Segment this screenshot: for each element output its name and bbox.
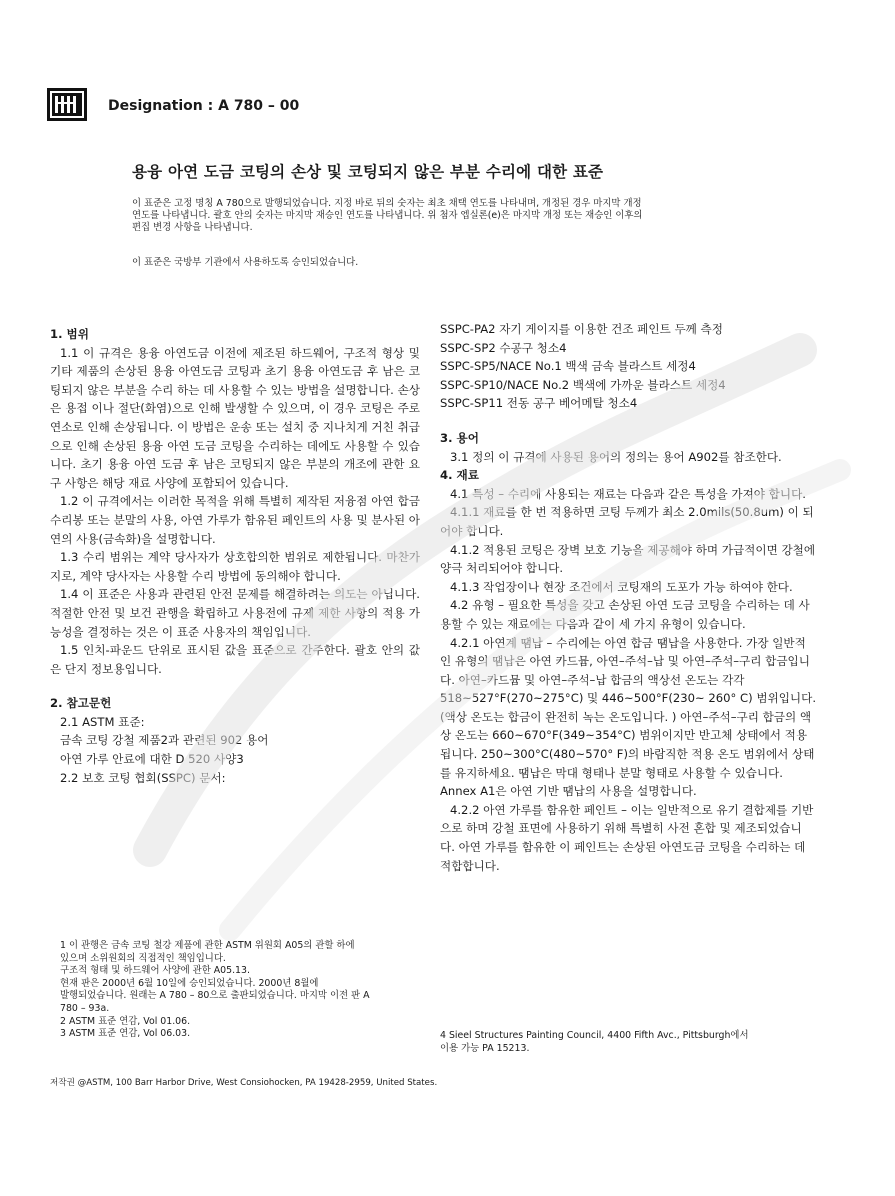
section-heading-scope: 1. 범위: [50, 327, 89, 341]
section-heading-materials: 4. 재료: [440, 468, 479, 483]
footnote-line: 2 ASTM 표준 연감, Vol 01.06.: [60, 1015, 191, 1027]
paragraph-3-1: 3.1 정의 이 규격에 사용된 용어의 정의는 용어 A902를 참조한다.: [450, 449, 782, 464]
footnotes-left: [60, 940, 420, 1041]
intro-line: 연도를 나타냅니다. 괄호 안의 숫자는 마지막 재승인 연도를 나타냅니다. 위 첨자 엡실론(e)은 마지막 개정 또는 재승인 이후의: [132, 210, 643, 222]
paragraph-4-2-1: 4.2.1 아연계 땜납 – 수리에는 아연 합금 땜납을 사용한다. 가장 일반적인 유형의 땜납은 아연 카드뮴, 아연–주석–납 및 아연–주석–구리 합금입니다. 아연–카드뮴 및 아연–주석–납 합금의 액상선 온도는 각각 518~527°F(270~275°C) 및 446~500°F(230~ 260° C) 범위입니다. (액상 온도는 합금이 완전히 녹는 온도입니다. ) 아연–주석–구리 합금의 액상 온도는 660~670°F(349~354°C) 범위이지만 반고체 상태에서 적용됩니다. 250~300°C(480~570° F)의 바람직한 적용 온도 범위에서 상태를 유지하세요. 땜납은 막대 형태나 분말 형태로 사용할 수 있습니다. Annex A1은 아연 기반 땜납의 사용을 설명합니다.: [440, 635, 817, 799]
footnotes-right: [440, 1030, 830, 1055]
paragraph-1-2: 1.2 이 규격에서는 이러한 목적을 위해 특별히 제작된 저융점 아연 합금 수리봉 또는 분말의 사용, 아연 가루가 함유된 페인트의 사용 및 분사된 아연의 사용(금속화)을 설명합니다.: [50, 494, 420, 546]
right-column: [440, 320, 816, 875]
paragraph-1-5: 1.5 인치-파운드 단위로 표시된 값을 표준으로 간주한다. 괄호 안의 값은 단지 정보용입니다.: [50, 643, 420, 676]
footnote-line: 발행되었습니다. 원래는 A 780 – 80으로 출판되었습니다. 마지막 이전 판 A: [60, 990, 370, 1002]
paragraph-4-2-2: 4.2.2 아연 가루를 함유한 페인트 – 이는 일반적으로 유기 결합제를 기반으로 하며 강철 표면에 사용하기 위해 특별히 사전 혼합 및 제조되었습니다. 아연 가루를 함유한 이 페인트는 손상된 아연도금 코팅을 수리하는 데 적합합니다.: [440, 802, 814, 873]
sspc-item: SSPC-SP11 전동 공구 베어메탈 청소4: [440, 396, 638, 411]
sspc-item: SSPC-SP5/NACE No.1 백색 금속 블라스트 세정4: [440, 359, 696, 374]
paragraph-2-2: 2.2 보호 코팅 협회(SSPC) 문서:: [60, 770, 226, 785]
paragraph-4-2: 4.2 유형 – 필요한 특성을 갖고 손상된 아연 도금 코팅을 수리하는 데 사용할 수 있는 재료에는 다음과 같이 세 가지 유형이 있습니다.: [440, 598, 810, 631]
footnote-line: 3 ASTM 표준 연감, Vol 06.03.: [60, 1028, 191, 1040]
section-heading-references: 2. 참고문헌: [50, 696, 112, 711]
footnote-line: 이용 가능 PA 15213.: [440, 1042, 530, 1054]
paragraph-1-1: 1.1 이 규격은 용융 아연도금 이전에 제조된 하드웨어, 구조적 형상 및 기타 제품의 손상된 용융 아연도금 코팅과 초기 용융 아연도금 후 남은 코팅되지 않은 부분을 수리 하는 데 사용할 수 있는 방법을 설명합니다. 손상은 용접 이나 절단(화염)으로 인해 발생할 수 있으며, 이 경우 코팅은 주로 연소로 인해 손상됩니다. 이 방법은 운송 또는 설치 중 지나치게 거친 취급으로 인해 손상된 용융 아연 도금 코팅을 수리하는 데에도 사용할 수 있습니다. 초기 용융 아연 도금 후 남은 코팅되지 않은 부분의 개조에 관한 요구 사항은 해당 재료 사양에 포함되어 있습니다.: [50, 345, 420, 490]
sspc-item: SSPC-PA2 자기 게이지를 이용한 건조 페인트 두께 측정: [440, 322, 723, 336]
paragraph-1-4: 1.4 이 표준은 사용과 관련된 안전 문제를 해결하려는 의도는 아닙니다. 적절한 안전 및 보건 관행을 확립하고 사용전에 규제 제한 사항의 적용 가능성을 결정하는 것은 이 표준 사용자의 책임입니다.: [50, 587, 420, 639]
document-title: 용융 아연 도금 코팅의 손상 및 코팅되지 않은 부분 수리에 대한 표준: [132, 163, 604, 181]
left-column: [50, 325, 420, 787]
intro-line: 편집 변경 사항을 나타냅니다.: [132, 222, 253, 234]
reference-item: 금속 코팅 강철 제품2과 관련된 902 용어: [60, 733, 269, 748]
approval-note: 이 표준은 국방부 기관에서 사용하도록 승인되었습니다.: [132, 257, 359, 268]
footnote-line: 780 – 93a.: [60, 1002, 110, 1014]
footnote-line: 현재 판은 2000년 6월 10일에 승인되었습니다. 2000년 8월에: [60, 977, 319, 989]
paragraph-4-1-1: 4.1.1 재료를 한 번 적용하면 코팅 두께가 최소 2.0mils(50.8um) 이 되어야 합니다.: [440, 505, 814, 538]
paragraph-4-1: 4.1 특성 – 수리에 사용되는 재료는 다음과 같은 특성을 가져야 합니다.: [450, 486, 806, 501]
section-heading-terminology: 3. 용어: [440, 430, 479, 445]
footnote-line: 1 이 관행은 금속 코팅 철강 제품에 관한 ASTM 위원회 A05의 관할 하에: [60, 940, 355, 951]
paragraph-4-1-2: 4.1.2 적용된 코팅은 장벽 보호 기능을 제공해야 하며 가급적이면 강철에 양극 처리되어야 합니다.: [440, 542, 816, 576]
paragraph-2-1: 2.1 ASTM 표준:: [60, 714, 145, 729]
footnote-line: 구조적 형태 및 하드웨어 사양에 관한 A05.13.: [60, 965, 250, 977]
footnote-line: 있으며 소위원회의 직접적인 책임입니다.: [60, 952, 226, 964]
intro-line: 이 표준은 고정 명칭 A 780으로 발행되었습니다. 지정 바로 뒤의 숫자는 최초 채택 연도를 나타내며, 개정된 경우 마지막 개정: [132, 198, 642, 209]
sspc-item: SSPC-SP10/NACE No.2 백색에 가까운 블라스트 세정4: [440, 377, 726, 392]
intro-paragraph: [132, 198, 762, 235]
designation: Designation : A 780 – 00: [108, 98, 300, 114]
paragraph-1-3: 1.3 수리 범위는 계약 당사자가 상호합의한 범위로 제한됩니다. 마찬가지로, 계약 당사자는 사용할 수리 방법에 동의해야 합니다.: [50, 550, 420, 583]
astm-logo: [47, 88, 87, 121]
reference-item: 아연 가루 안료에 대한 D 520 사양3: [60, 752, 244, 767]
copyright-notice: 저작권 @ASTM, 100 Barr Harbor Drive, West Consiohocken, PA 19428-2959, United States.: [50, 1078, 438, 1088]
sspc-item: SSPC-SP2 수공구 청소4: [440, 340, 567, 355]
paragraph-4-1-3: 4.1.3 작업장이나 현장 조건에서 코팅재의 도포가 가능 하여야 한다.: [450, 579, 793, 594]
footnote-line: 4 Sieel Structures Painting Council, 4400 Fifth Avc., Pittsburgh에서: [440, 1030, 749, 1041]
